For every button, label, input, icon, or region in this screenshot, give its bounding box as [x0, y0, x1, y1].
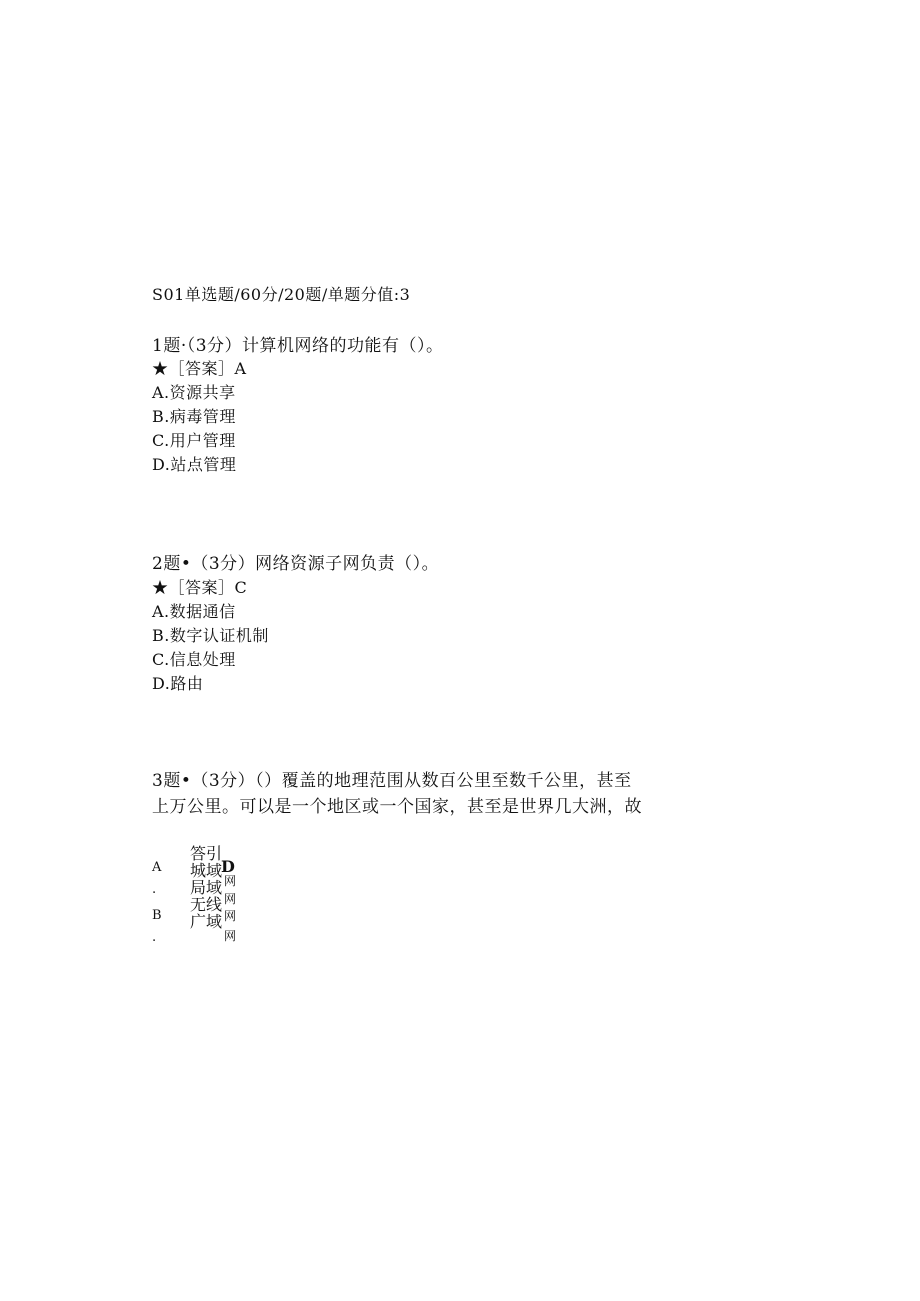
document-page: S01单选题/60分/20题/单题分值:3 1题·（3分）计算机网络的功能有（）。 ★［答案］A A.资源共享 B.病毒管理 C.用户管理 D.站点管理 2题•（3分）网络资源子网负责（）。 ★［答案］C A.数据通信 B.数字认证机制 C.信息处理 D.路由 3题•（3分）（）覆盖的地理范围从数百公里至数千公里，甚至 上万公里。可以是一个地区或一个国家，甚至是世界几大洲，故 A . B . 答引 城域 局域 无线 广域 D 网 网 网 网	[152, 285, 642, 945]
question-3-overlap-row-4: 无线	[190, 895, 223, 914]
question-1-option-d: D.站点管理	[152, 455, 237, 474]
question-3-overlap-row-5: 广域	[190, 912, 223, 931]
question-3-letter-dot-1: .	[152, 882, 157, 897]
question-3-letter-a: A	[152, 860, 162, 875]
question-3-letter-dot-2: .	[152, 930, 157, 945]
question-3-overlap-row-2: 城域	[190, 861, 223, 880]
question-3-overlap-row-3: 局域	[190, 878, 223, 897]
question-3-letter-b: B	[152, 908, 162, 923]
question-2-option-d: D.路由	[152, 674, 204, 693]
question-1-option-c: C.用户管理	[152, 431, 236, 450]
question-1-option-a: A.资源共享	[152, 383, 236, 402]
question-3-title-line2: 上万公里。可以是一个地区或一个国家，甚至是世界几大洲，故	[152, 797, 642, 817]
question-1-option-b: B.病毒管理	[152, 407, 236, 426]
question-3-title-line1: 3题•（3分）（）覆盖的地理范围从数百公里至数千公里，甚至	[152, 771, 632, 791]
section-header: S01单选题/60分/20题/单题分值:3	[152, 285, 411, 304]
question-2-option-b: B.数字认证机制	[152, 626, 269, 645]
question-1-answer: ★［答案］A	[152, 359, 247, 378]
question-1-title: 1题·（3分）计算机网络的功能有（）。	[152, 336, 444, 356]
question-2-option-c: C.信息处理	[152, 650, 236, 669]
question-2-title: 2题•（3分）网络资源子网负责（）。	[152, 554, 440, 574]
question-2-option-a: A.数据通信	[152, 602, 236, 621]
question-2-answer: ★［答案］C	[152, 578, 248, 597]
question-3-overlap-row-1: 答引	[190, 844, 223, 863]
